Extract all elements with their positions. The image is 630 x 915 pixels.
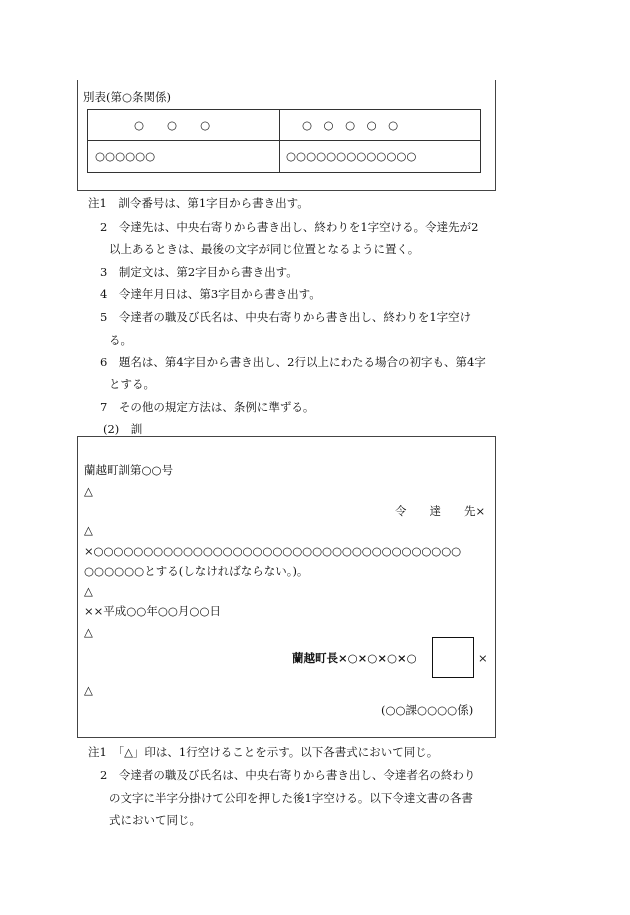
note-line: 注1 「△」印は、1行空けることを示す。以下各書式において同じ。: [88, 745, 439, 759]
signer-trailing-space: ×: [478, 651, 488, 665]
note-line: 4 令達年月日は、第3字目から書き出す。: [100, 287, 321, 301]
form-sample-frame: [77, 436, 496, 738]
department: (○○課○○○○係): [381, 703, 474, 717]
table-row-divider: [88, 140, 480, 141]
note-line: 3 制定文は、第2字目から書き出す。: [100, 265, 298, 279]
note-line: とする。: [109, 377, 155, 391]
appendix-table: [87, 109, 481, 173]
recipient: 令 達 先×: [395, 504, 486, 518]
table-column-divider: [279, 110, 280, 172]
note-line: る。: [109, 333, 132, 347]
note-line: 2 令達者の職及び氏名は、中央右寄りから書き出し、令達者名の終わり: [100, 768, 476, 782]
body-text-line: ○○○○○○とする(しなければならない。)。: [84, 564, 309, 578]
blank-line-mark: △: [84, 683, 93, 697]
note-line: 式において同じ。: [109, 813, 201, 827]
note-line: 7 その他の規定方法は、条例に準ずる。: [100, 400, 315, 414]
note-line: 注1 訓令番号は、第1字目から書き出す。: [88, 196, 309, 210]
blank-line-mark: △: [84, 523, 93, 537]
table-cell: ○○○○○○○○○○○○○: [286, 149, 417, 163]
blank-line-mark: △: [84, 584, 93, 598]
note-line: の文字に半字分掛けて公印を押した後1字空ける。以下令達文書の各書: [109, 791, 473, 805]
note-line: 5 令達者の職及び氏名は、中央右寄りから書き出し、終わりを1字空け: [100, 310, 472, 324]
note-line: 6 題名は、第4字目から書き出し、2行以上にわたる場合の初字も、第4字: [100, 355, 486, 369]
blank-line-mark: △: [84, 625, 93, 639]
body-text-line: ×○○○○○○○○○○○○○○○○○○○○○○○○○○○○○○○○○○○○○: [84, 544, 462, 558]
signer-name: [292, 651, 417, 665]
signer-text: 蘭越町長×○×○×○×○: [292, 651, 417, 665]
appendix-caption: 別表(第○条関係): [83, 90, 172, 104]
issue-date: ××平成○○年○○月○○日: [84, 604, 221, 618]
official-seal-box: [432, 637, 474, 678]
table-cell: ○○○○○○: [95, 149, 156, 163]
blank-line-mark: △: [84, 484, 93, 498]
section-heading: (2) 訓: [103, 422, 143, 436]
table-header-cell: ○ ○ ○ ○ ○: [302, 118, 399, 132]
order-number: 蘭越町訓第○○号: [84, 463, 174, 477]
note-line: 2 令達先は、中央右寄りから書き出し、終わりを1字空ける。令達先が2: [100, 220, 479, 234]
note-line: 以上あるときは、最後の文字が同じ位置となるように置く。: [109, 242, 420, 256]
table-header-cell: ○ ○ ○: [134, 118, 211, 132]
